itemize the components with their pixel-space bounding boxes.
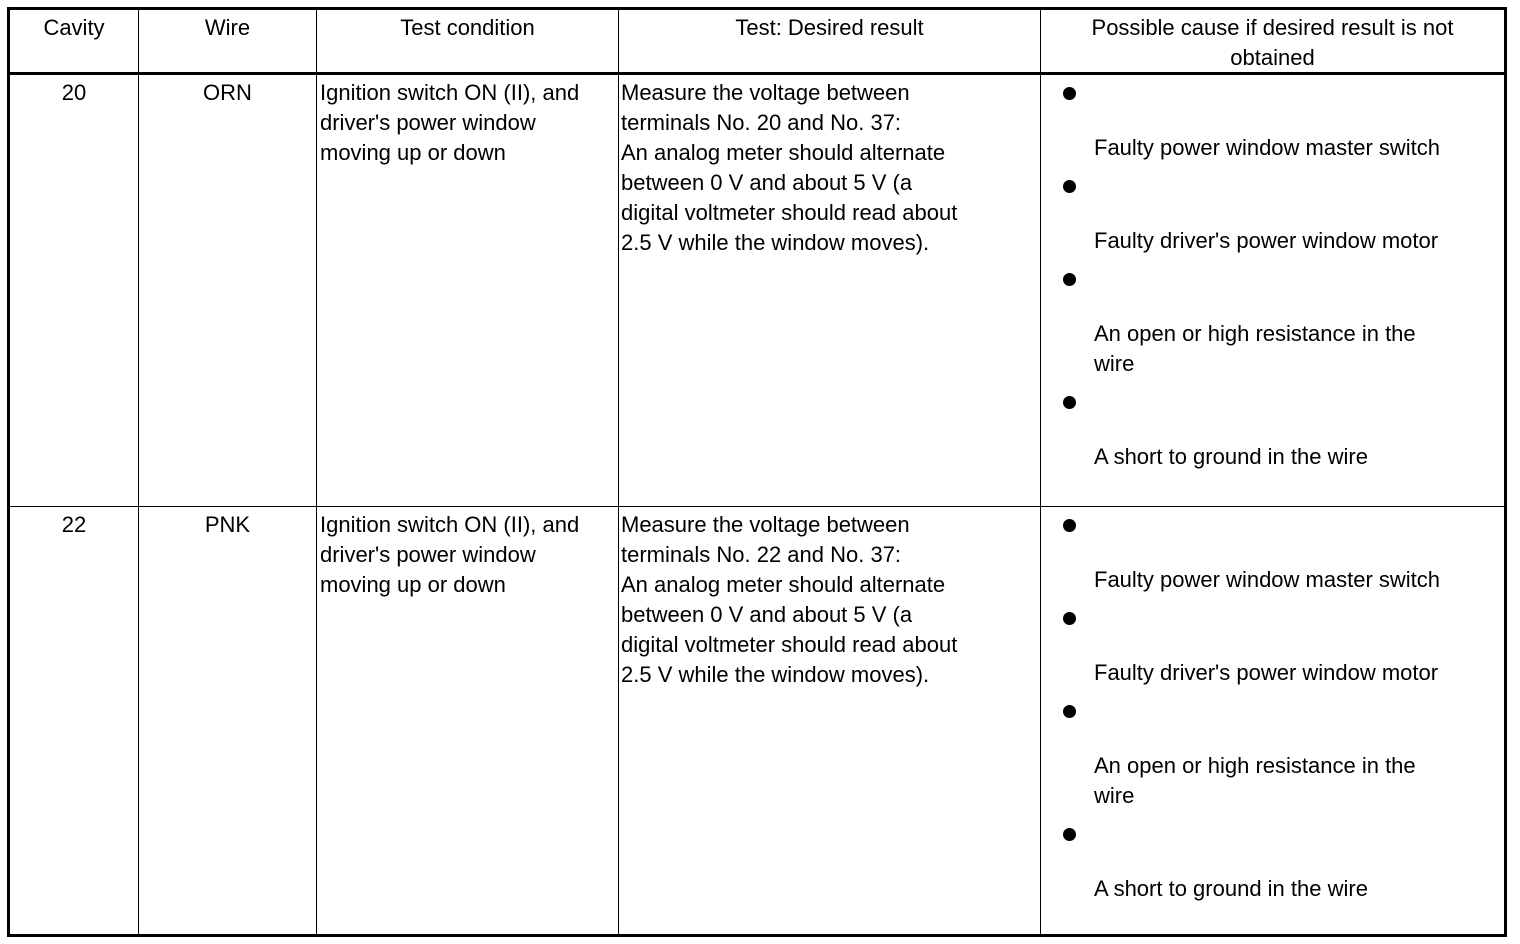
cause-item [1059,180,1496,256]
desired-result-text: Measure the voltage between terminals No. 22 and No. 37: An analog meter should alternate between 0 V and about 5 V (a digital voltmeter should read about 2.5 V while the window moves). [621,512,958,687]
cause-text: A short to ground in the wire [1094,876,1368,901]
bullet-icon [1063,87,1076,100]
header-test-condition: Test condition [317,10,619,72]
possible-cause-cell [1041,507,1504,937]
cause-list [1059,519,1496,904]
cause-text: Faulty driver's power window motor [1094,228,1439,253]
test-condition-cell [317,507,619,937]
wire-cell: ORN [139,75,317,506]
bullet-icon [1063,519,1076,532]
diagnostic-table [7,7,1507,937]
wire-cell: PNK [139,507,317,937]
bullet-icon [1063,180,1076,193]
cavity-cell: 20 [10,75,139,506]
header-possible-cause: Possible cause if desired result is not obtained [1091,15,1454,70]
desired-result-cell [619,507,1041,937]
table-header-row [10,10,1504,75]
bullet-icon [1063,396,1076,409]
test-condition-cell [317,75,619,506]
possible-cause-cell [1041,75,1504,506]
bullet-icon [1063,828,1076,841]
bullet-icon [1063,705,1076,718]
test-condition-text: Ignition switch ON (II), and driver's power window moving up or down [320,512,580,597]
test-condition-text: Ignition switch ON (II), and driver's power window moving up or down [320,80,580,165]
desired-result-text: Measure the voltage between terminals No. 20 and No. 37: An analog meter should alternate between 0 V and about 5 V (a digital voltmeter should read about 2.5 V while the window moves). [621,80,958,255]
cause-text: An open or high resistance in the wire [1094,321,1416,376]
cause-text: An open or high resistance in the wire [1094,753,1416,808]
table-row [10,75,1504,507]
desired-result-cell [619,75,1041,506]
header-cavity: Cavity [10,10,139,72]
cause-item [1059,396,1496,472]
cause-item [1059,273,1496,379]
cause-list [1059,87,1496,472]
header-wire: Wire [139,10,317,72]
cause-item [1059,87,1496,163]
cause-item [1059,705,1496,811]
cause-text: Faulty power window master switch [1094,567,1441,592]
cause-text: Faulty power window master switch [1094,135,1441,160]
cause-text: Faulty driver's power window motor [1094,660,1439,685]
bullet-icon [1063,612,1076,625]
cause-item [1059,828,1496,904]
cavity-cell: 22 [10,507,139,937]
header-desired-result: Test: Desired result [619,10,1041,72]
cause-item [1059,519,1496,595]
bullet-icon [1063,273,1076,286]
cause-text: A short to ground in the wire [1094,444,1368,469]
cause-item [1059,612,1496,688]
table-row [10,507,1504,937]
